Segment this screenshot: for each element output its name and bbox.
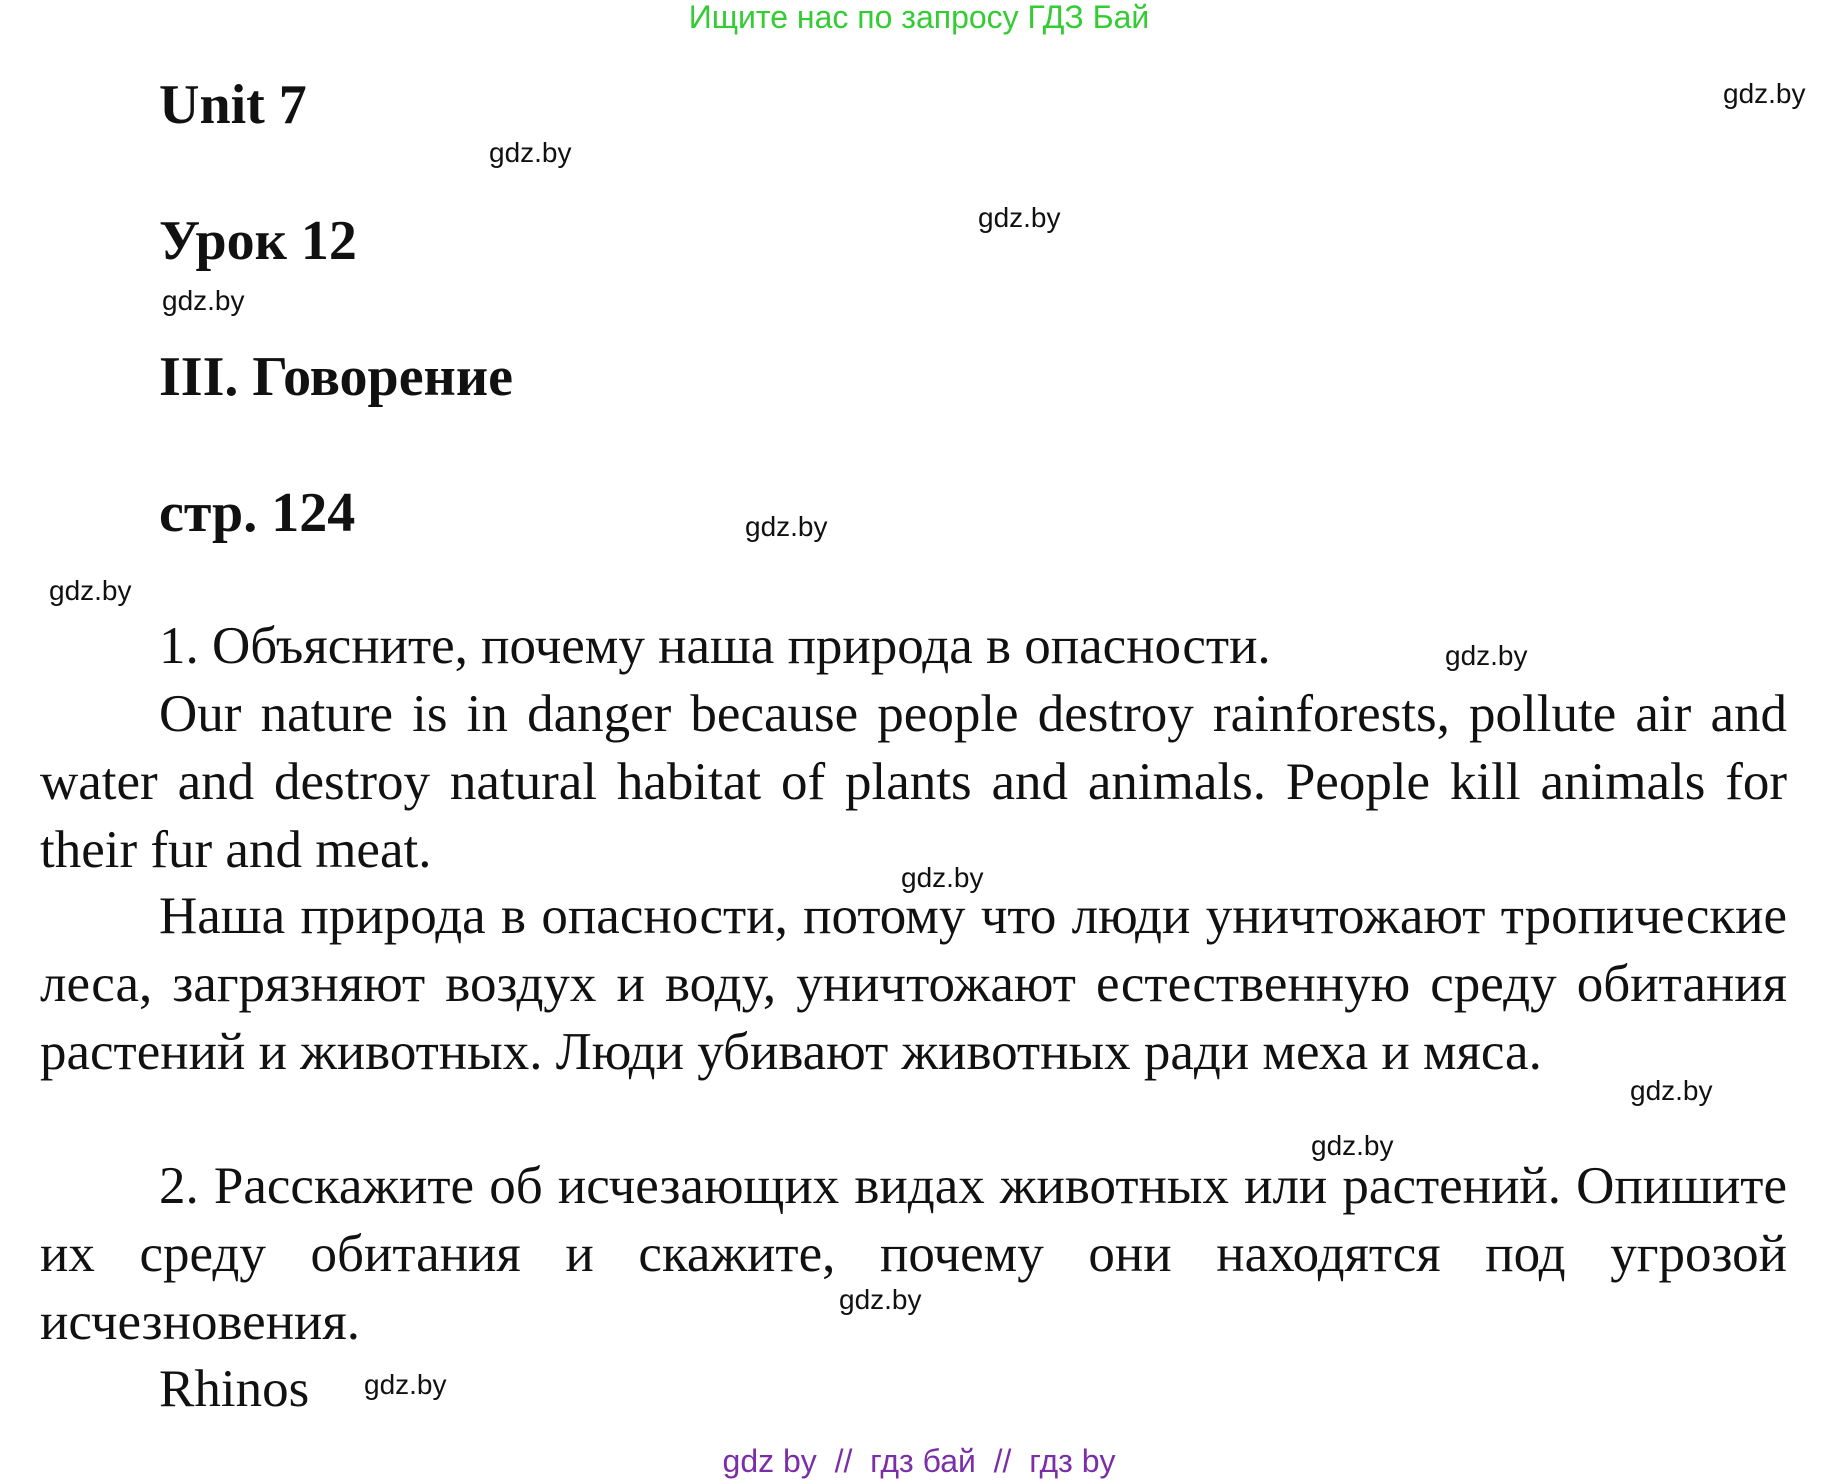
question-2: 2. Расскажите об исчезающих видах животных или растений. Опишите их среду обитания и скажите, почему они находятся под угрозой исчезновения.	[40, 1157, 1787, 1351]
watermark: gdz.by	[745, 511, 828, 542]
search-banner: Ищите нас по запросу ГДЗ Бай	[688, 0, 1150, 35]
watermark: gdz.by	[489, 137, 572, 168]
watermark: gdz.by	[978, 202, 1061, 233]
answer-1-russian: Наша природа в опасности, потому что люди уничтожают тропические леса, загрязняют воздух и воду, уничтожают естественную среду обитания растений и животных. Люди убивают животных ради меха и мяса.	[40, 887, 1787, 1081]
footer-links: gdz by // гдз бай // гдз by	[722, 1443, 1116, 1479]
section-heading: III. Говорение	[159, 346, 513, 408]
watermark: gdz.by	[839, 1284, 922, 1315]
watermark: gdz.by	[1723, 78, 1806, 109]
watermark: gdz.by	[49, 575, 132, 606]
unit-heading: Unit 7	[159, 74, 307, 136]
watermark: gdz.by	[162, 285, 245, 316]
watermark: gdz.by	[1630, 1075, 1713, 1106]
page-heading: стр. 124	[159, 482, 356, 544]
watermark: gdz.by	[901, 862, 984, 893]
watermark: gdz.by	[364, 1369, 447, 1400]
answer-1-english: Our nature is in danger because people destroy rainforests, pollute air and water and destroy natural habitat of plants and animals. People kill animals for their fur and meat.	[40, 685, 1787, 879]
answer-2-start: Rhinos	[159, 1360, 310, 1418]
watermark: gdz.by	[1311, 1130, 1394, 1161]
watermark: gdz.by	[1445, 640, 1528, 671]
question-1: 1. Объясните, почему наша природа в опасности.	[159, 617, 1271, 675]
lesson-heading: Урок 12	[159, 210, 357, 272]
